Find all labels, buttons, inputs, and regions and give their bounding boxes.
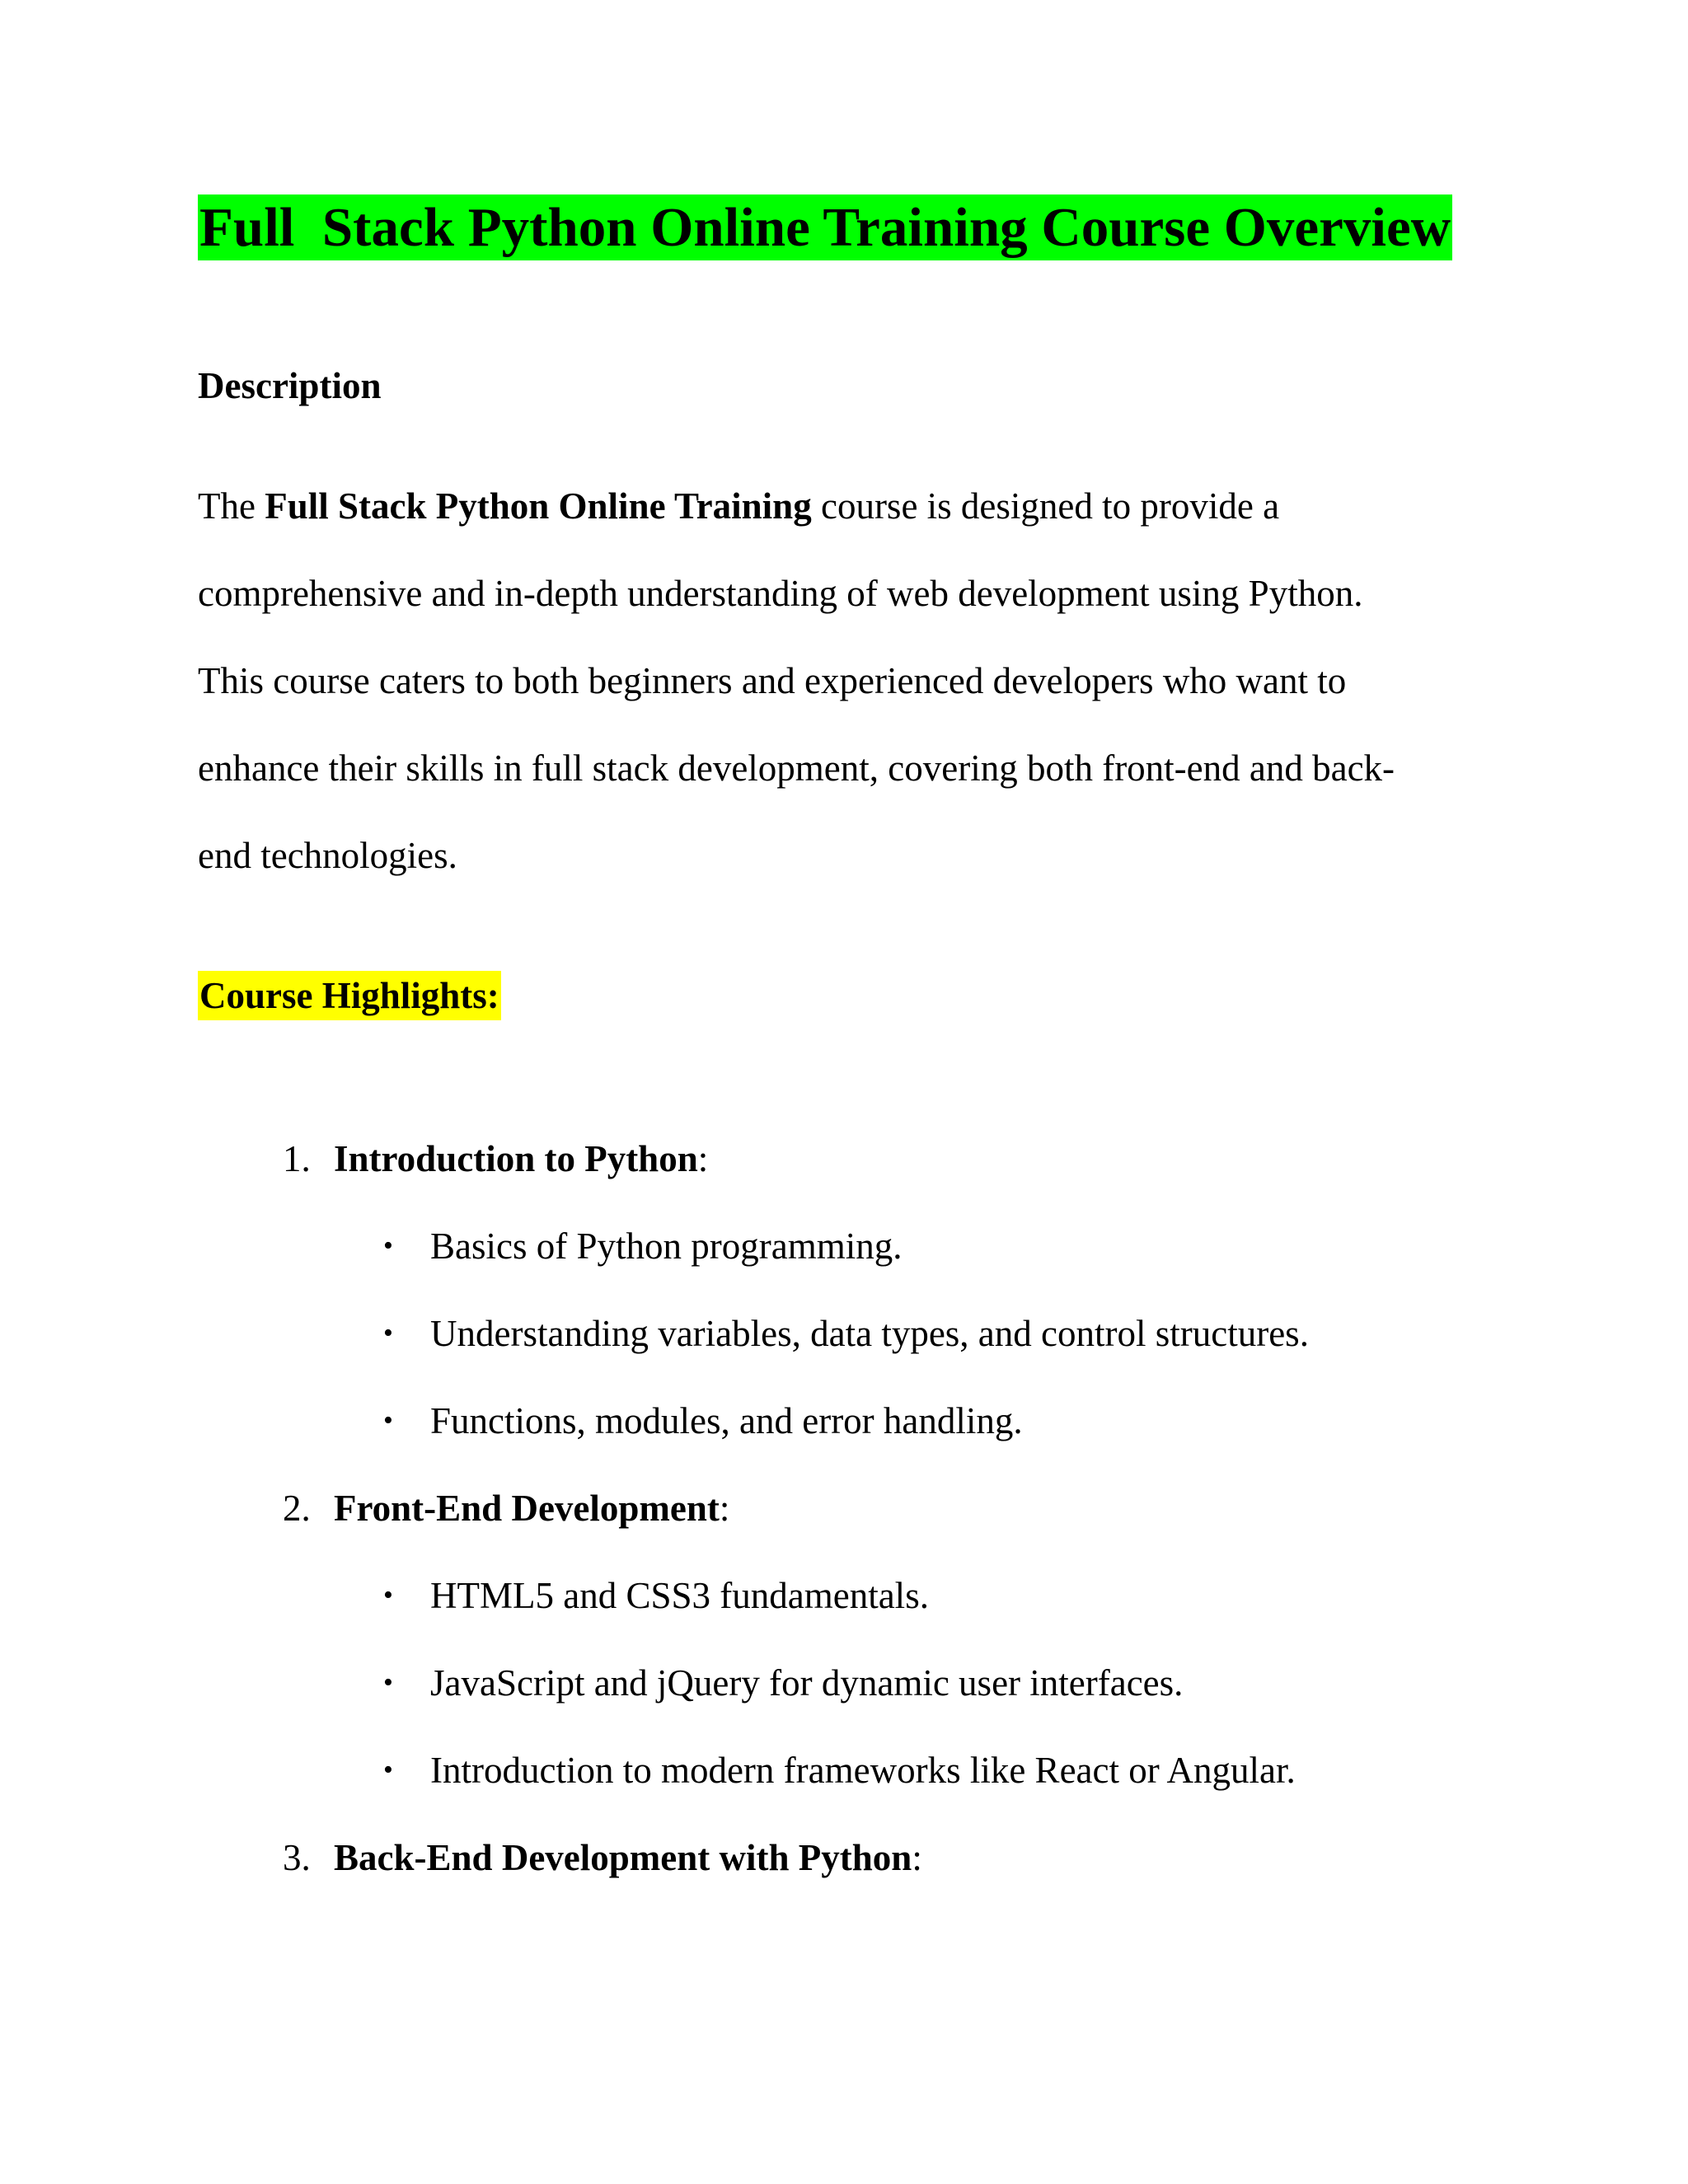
description-line-4: enhance their skills in full stack development, covering both front-end and back-: [198, 748, 1395, 789]
section-number: 2.: [283, 1488, 311, 1529]
section-number: 1.: [283, 1138, 311, 1179]
section-front-end-development: [246, 1434, 730, 1529]
section-suffix: :: [697, 1138, 709, 1179]
bullet-icon: •: [383, 1230, 393, 1261]
list-item: [346, 1347, 1023, 1441]
list-item-text: HTML5 and CSS3 fundamentals.: [430, 1575, 929, 1616]
section-introduction-to-python: [246, 1085, 709, 1179]
bullet-icon: •: [383, 1755, 393, 1785]
list-item-text: JavaScript and jQuery for dynamic user interfaces.: [430, 1662, 1184, 1704]
section-suffix: :: [719, 1488, 730, 1529]
course-name-bold: Full Stack Python Online Training: [265, 485, 812, 527]
list-item-text: Introduction to modern frameworks like React or Angular.: [430, 1750, 1296, 1791]
description-line-1-before: The: [198, 485, 265, 527]
description-line-2: comprehensive and in-depth understanding of web development using Python.: [198, 573, 1363, 614]
section-suffix: :: [912, 1837, 922, 1878]
description-line-1-after: course is designed to provide a: [811, 485, 1280, 527]
course-highlights-heading: Course Highlights:: [198, 971, 501, 1020]
list-item-text: Basics of Python programming.: [430, 1226, 903, 1267]
section-number: 3.: [283, 1837, 311, 1878]
section-label: Back-End Development with Python: [334, 1837, 912, 1878]
list-item: [346, 1521, 929, 1616]
page-title: Full Stack Python Online Training Course Overview: [198, 194, 1452, 260]
section-back-end-development: [246, 1783, 922, 1878]
list-item-text: Understanding variables, data types, and control structures.: [430, 1313, 1309, 1354]
list-item: [346, 1172, 903, 1267]
bullet-icon: •: [383, 1405, 393, 1436]
list-item: [346, 1696, 1296, 1791]
bullet-icon: •: [383, 1318, 393, 1348]
bullet-icon: •: [383, 1667, 393, 1698]
description-line-5: end technologies.: [198, 835, 457, 876]
description-line-3: This course caters to both beginners and experienced developers who want to: [198, 660, 1347, 701]
list-item: [346, 1609, 1184, 1704]
bullet-icon: •: [383, 1580, 393, 1610]
list-item: [346, 1259, 1309, 1354]
description-heading: Description: [198, 365, 382, 406]
section-label: Front-End Development: [334, 1488, 720, 1529]
list-item-text: Functions, modules, and error handling.: [430, 1400, 1023, 1441]
section-label: Introduction to Python: [334, 1138, 698, 1179]
description-line-1: [198, 481, 1279, 531]
